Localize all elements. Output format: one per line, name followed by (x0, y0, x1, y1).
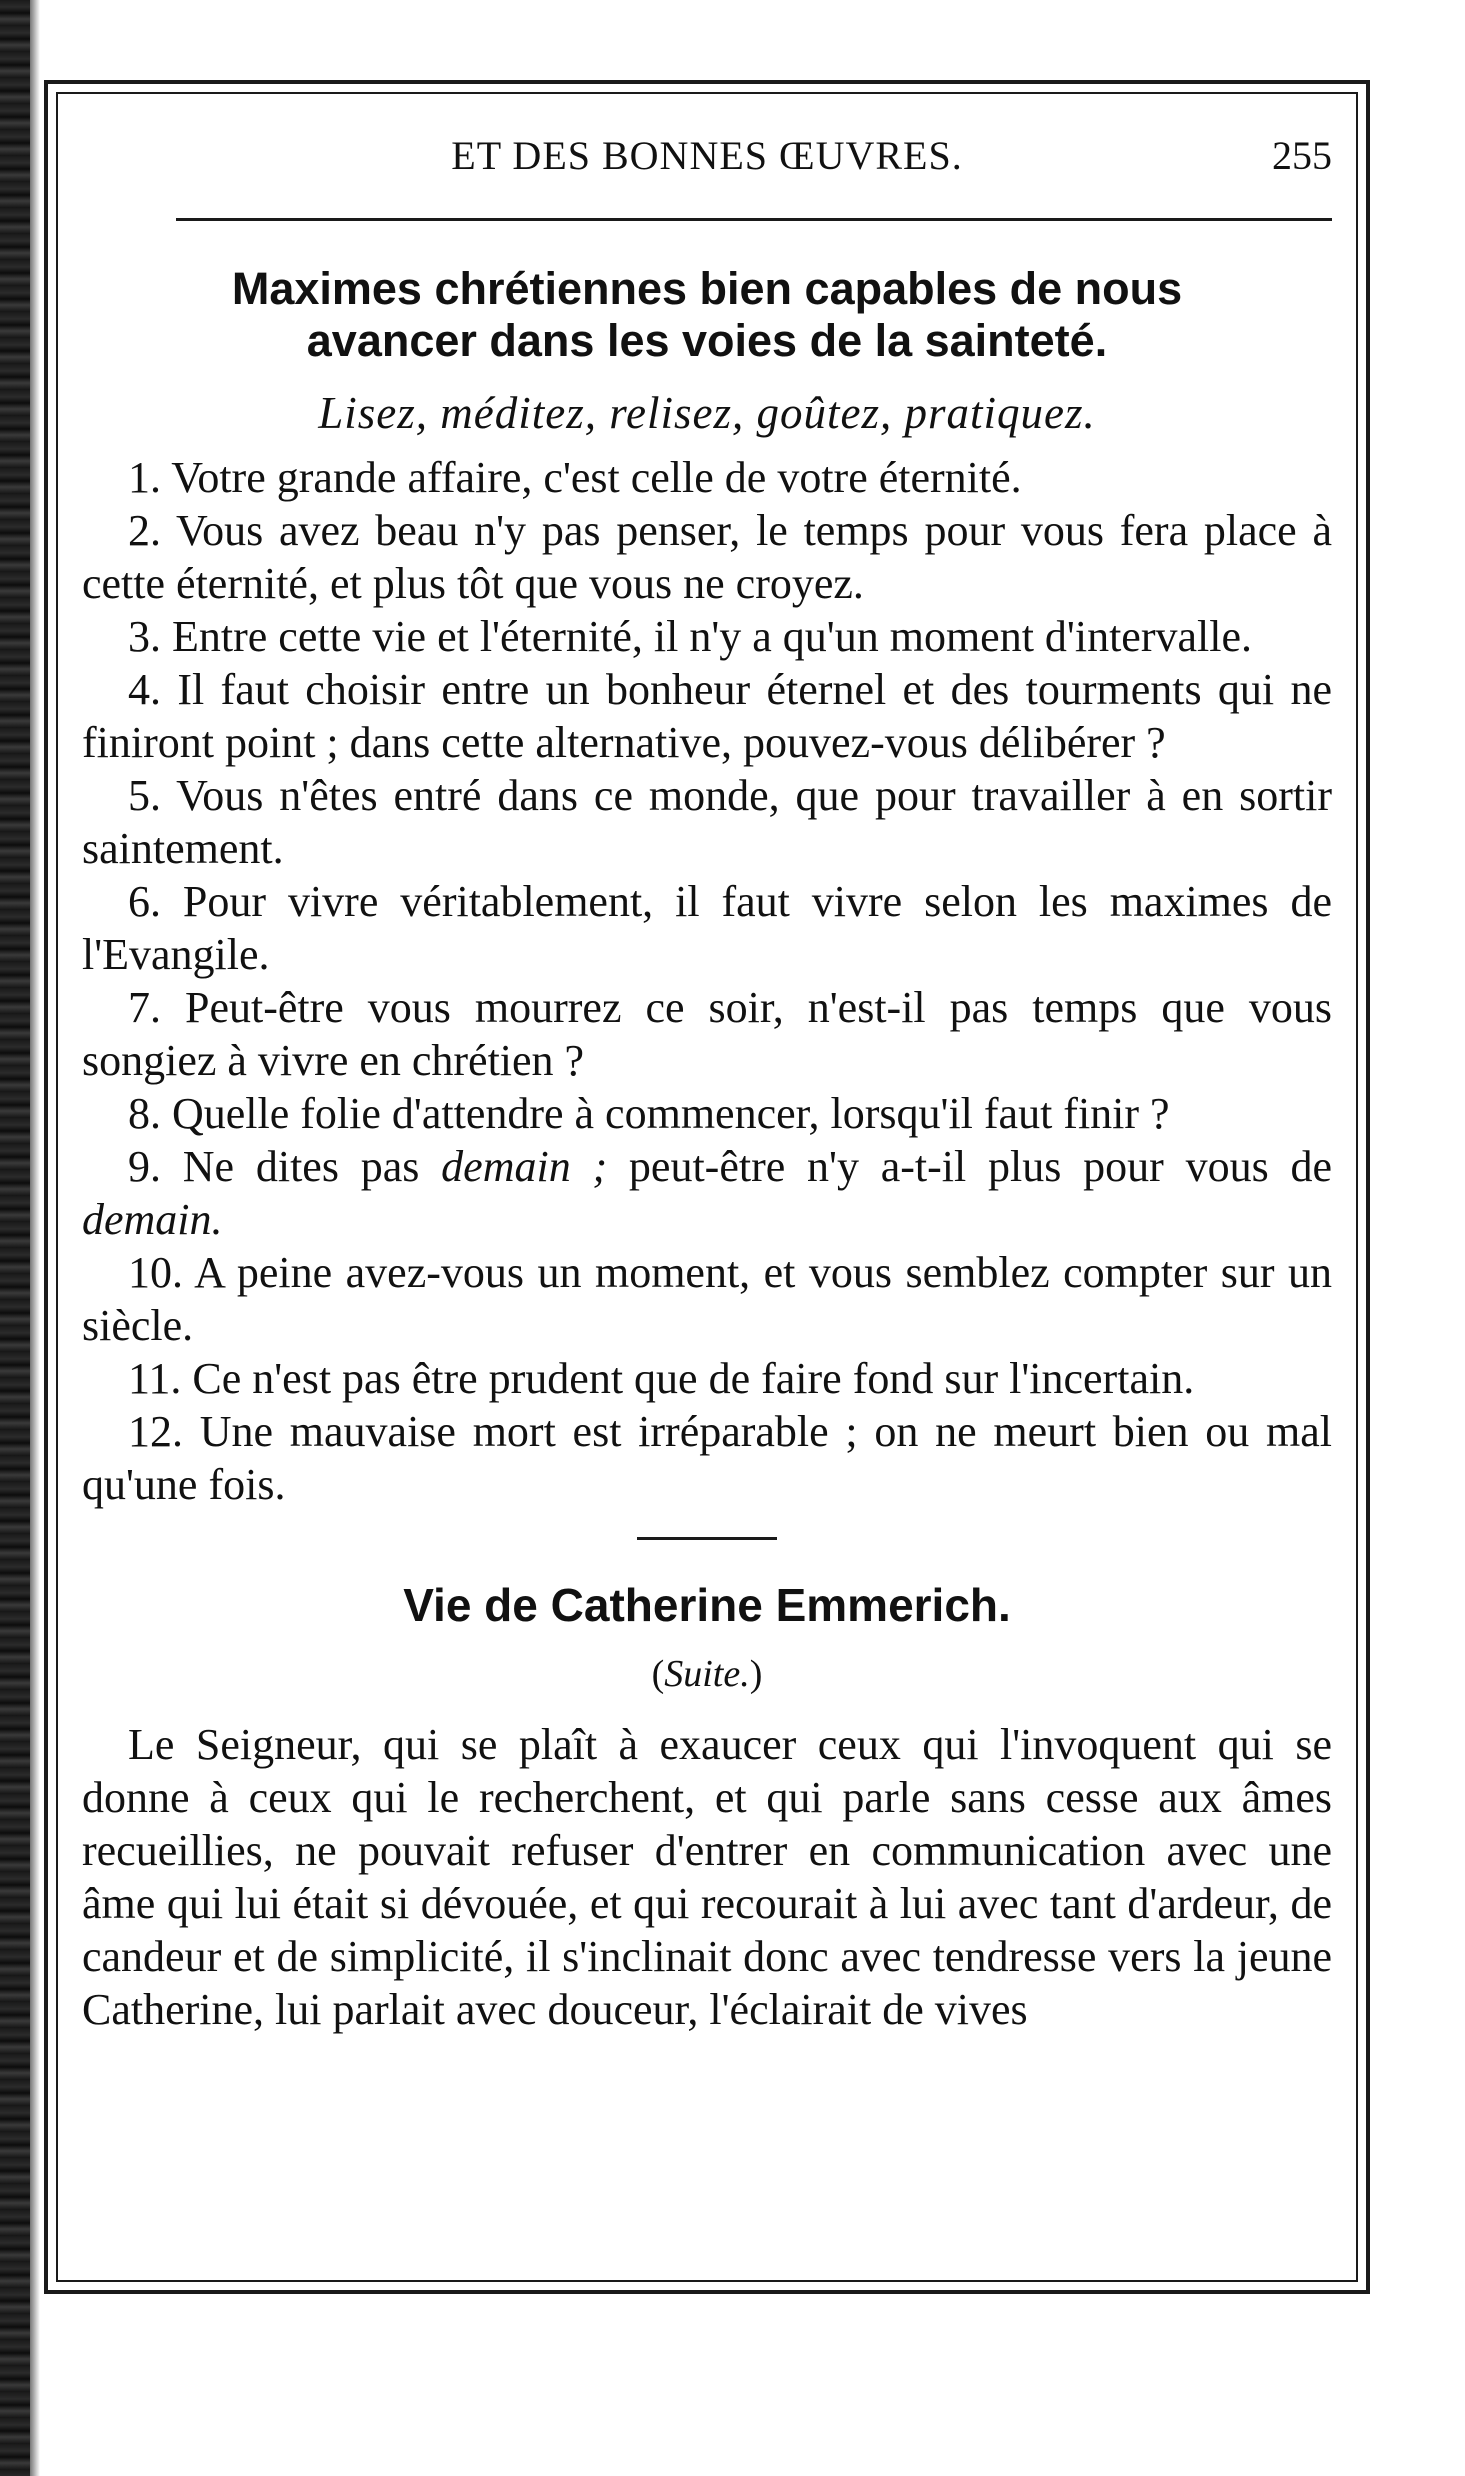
maxim-item (82, 1087, 1332, 1140)
maxim-number: 6. (128, 877, 161, 927)
maxim-number: 9. (128, 1142, 161, 1192)
maxim-number: 5. (128, 771, 161, 821)
maxim-number: 10. (128, 1248, 183, 1298)
maxim-text: Vous avez beau n'y pas penser, le temps pour vous fera place à cette éternité, et plus tôt que vous ne croyez. (82, 506, 1332, 609)
article-body-paragraph: Le Seigneur, qui se plaît à exaucer ceux qui l'invoquent qui se donne à ceux qui le recherchent, et qui parle sans cesse aux âmes recueillies, ne pouvait refuser d'entrer en communication avec une âme qui lui était si dévouée, et qui recourait à lui avec tant d'ardeur, de candeur et de simplicité, il s'inclinait donc avec tendresse vers la jeune Catherine, lui parlait avec douceur, l'éclairait de vives (82, 1720, 1332, 2035)
maxim-number: 4. (128, 665, 161, 715)
maxim-item (82, 1405, 1332, 1511)
article-subtitle (82, 1652, 1332, 1696)
maxim-text: Une mauvaise mort est irréparable ; on ne meurt bien ou mal qu'une fois. (82, 1407, 1332, 1510)
maxim-item (82, 981, 1332, 1087)
maxim-item (82, 769, 1332, 875)
maxim-text: Quelle folie d'attendre à commencer, lorsqu'il faut finir ? (172, 1089, 1170, 1139)
maxim-number: 1. (128, 453, 161, 503)
running-head (82, 92, 1332, 178)
article-title: Vie de Catherine Emmerich. (403, 1579, 1011, 1632)
maxim-text: Votre grande affaire, c'est celle de votre éternité. (171, 453, 1022, 503)
subtitle-text: Suite. (664, 1653, 750, 1696)
maxim-item (82, 1246, 1332, 1352)
maxim-number: 11. (128, 1354, 182, 1404)
maxims-motto: Lisez, méditez, relisez, goûtez, pratiquez. (318, 388, 1096, 439)
section-divider (637, 1537, 777, 1540)
maxim-item (82, 1140, 1332, 1246)
maxim-text: Peut-être vous mourrez ce soir, n'est-il pas temps que vous songiez à vivre en chrétien ? (82, 983, 1333, 1086)
maxim-number: 2. (128, 506, 161, 556)
maxim-text: A peine avez-vous un moment, et vous semblez compter sur un siècle. (82, 1248, 1333, 1351)
maxim-number: 12. (128, 1407, 183, 1457)
maxim-item (82, 663, 1332, 769)
maxim-item (82, 610, 1332, 663)
maxims-list (82, 451, 1332, 1511)
maxim-text: Il faut choisir entre un bonheur éternel et des tourments qui ne finiront point ; dans cette alternative, pouvez-vous délibérer ? (82, 665, 1333, 768)
maxim-text: Pour vivre véritablement, il faut vivre selon les maximes de l'Evangile. (82, 877, 1332, 980)
maxims-heading-line-1: Maximes chrétiennes bien capables de nous (231, 263, 1183, 314)
subtitle-paren-open: ( (651, 1653, 665, 1696)
running-title: ET DES BONNES ŒUVRES. (451, 133, 963, 178)
page-content (82, 92, 1332, 2036)
maxim-text-before: Ne dites pas (182, 1142, 442, 1192)
maxims-heading-line-2: avancer dans les voies de la sainteté. (306, 315, 1108, 367)
book-spine-shadow (30, 0, 40, 2476)
page-number: 255 (1272, 133, 1332, 178)
subtitle-paren-close: ) (749, 1653, 763, 1696)
maxim-text: Entre cette vie et l'éternité, il n'y a qu'un moment d'intervalle. (172, 612, 1252, 662)
maxim-number: 8. (128, 1089, 161, 1139)
maxim-item (82, 875, 1332, 981)
maxim-text: Vous n'êtes entré dans ce monde, que pour travailler à en sortir saintement. (82, 771, 1332, 874)
maxim-item (82, 1352, 1332, 1405)
book-spine-edge (0, 0, 30, 2476)
maxim-italic-word: demain. (82, 1195, 223, 1245)
maxim-item (82, 504, 1332, 610)
maxim-item (82, 451, 1332, 504)
maxims-heading (82, 263, 1332, 367)
maxim-number: 3. (128, 612, 161, 662)
maxim-text-middle: peut-être n'y a-t-il plus pour vous de (607, 1142, 1333, 1192)
header-rule (176, 218, 1332, 221)
maxim-number: 7. (128, 983, 161, 1033)
maxim-italic-word: demain ; (441, 1142, 608, 1192)
maxim-text: Ce n'est pas être prudent que de faire fond sur l'incertain. (192, 1354, 1195, 1404)
